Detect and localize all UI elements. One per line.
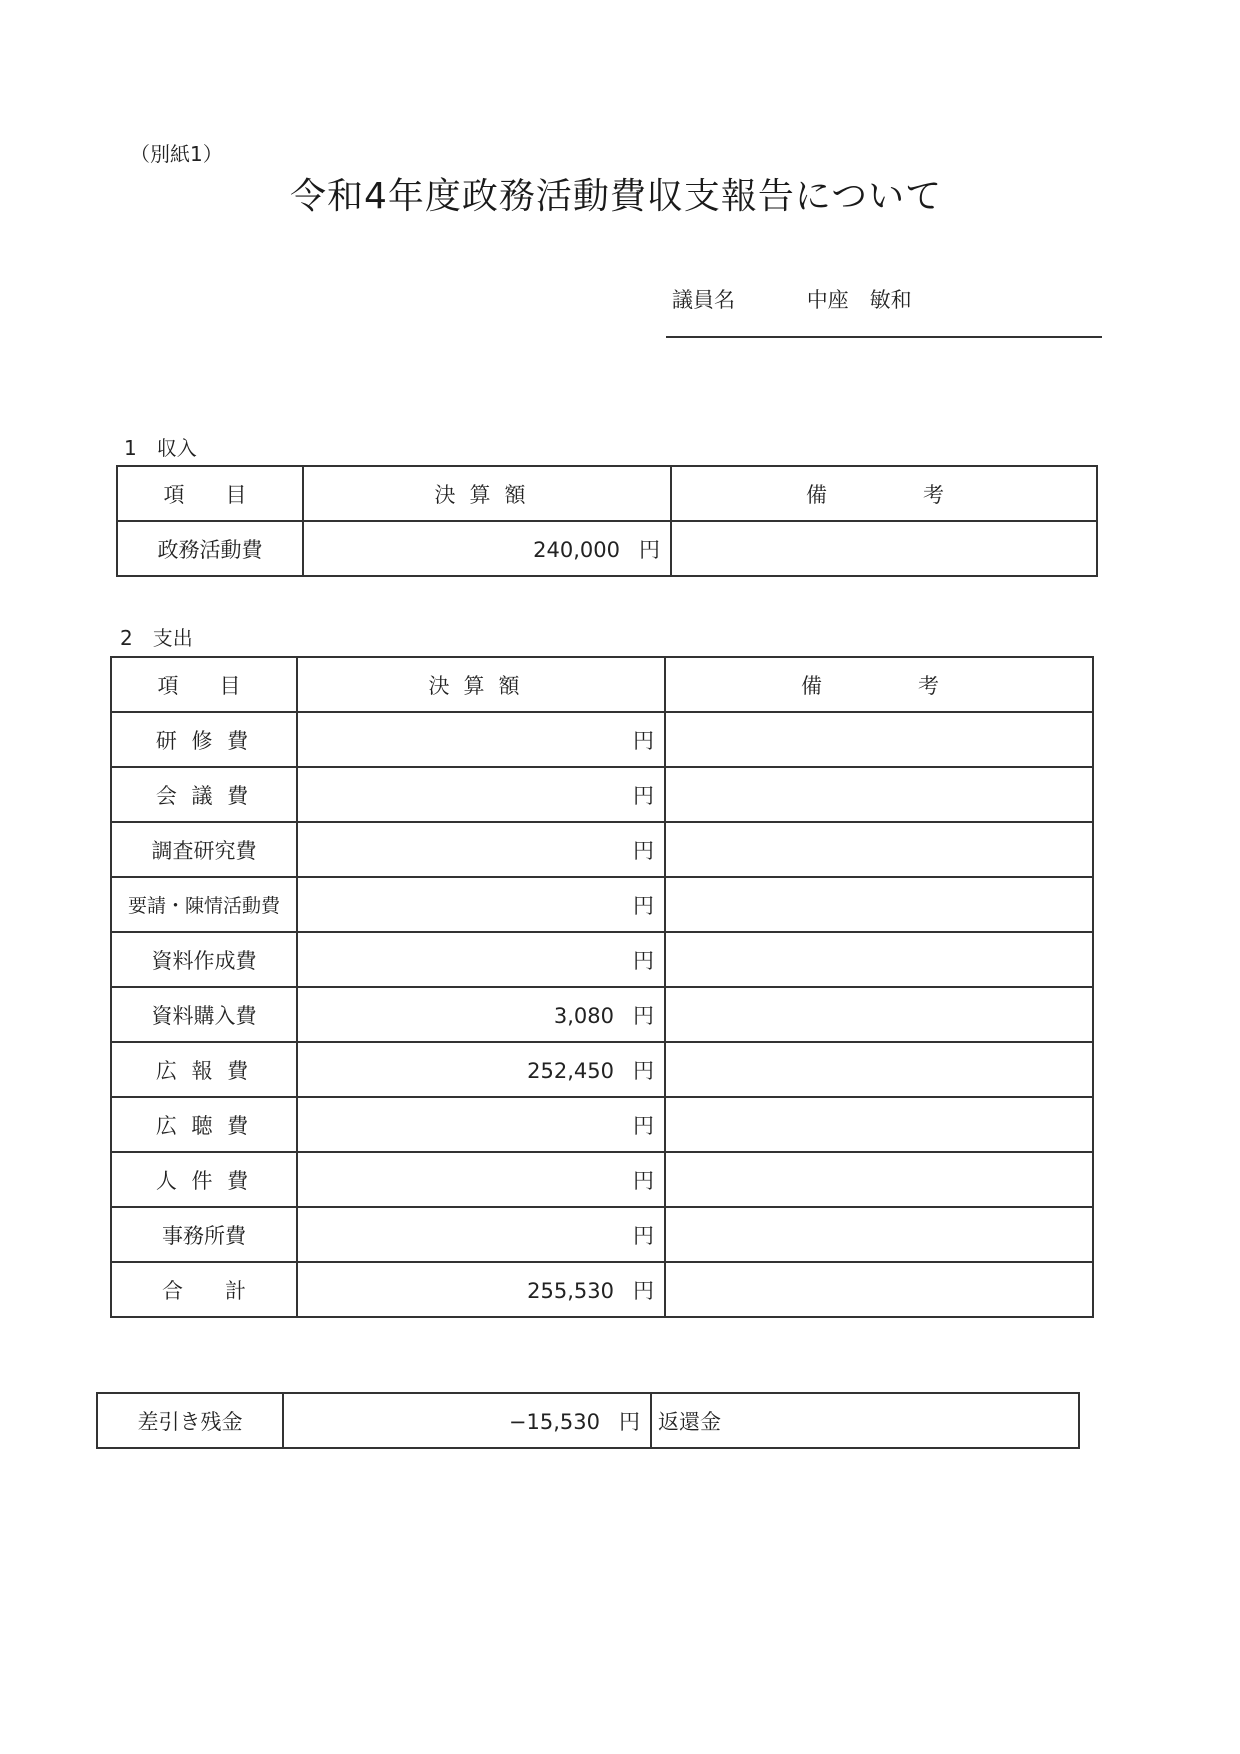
income-unit: 円 (639, 537, 660, 562)
table-row (111, 932, 1093, 987)
table-row (111, 1207, 1093, 1262)
income-header-row (117, 466, 1097, 521)
expense-amount-cell (297, 1097, 665, 1152)
expense-unit: 円 (633, 838, 654, 863)
expense-header-amount: 決算額 (297, 657, 665, 712)
income-table (116, 465, 1098, 577)
expense-item: 調査研究費 (111, 822, 297, 877)
balance-table (96, 1392, 1080, 1449)
income-header-amount: 決算額 (303, 466, 671, 521)
expense-amount: 3,080 (553, 1003, 614, 1028)
expense-item: 人 件 費 (111, 1152, 297, 1207)
attachment-label: （別紙1） (130, 142, 223, 166)
expense-amount-cell (297, 932, 665, 987)
expense-unit: 円 (633, 893, 654, 918)
expense-section-label: 2 支出 (120, 626, 193, 650)
expense-total-label: 合 計 (111, 1262, 297, 1317)
expense-note (665, 1152, 1093, 1207)
expense-amount-cell (297, 877, 665, 932)
income-section-label: 1 収入 (124, 436, 197, 460)
table-row (111, 1097, 1093, 1152)
expense-note (665, 877, 1093, 932)
expense-total-amount: 255,530 (527, 1278, 614, 1303)
expense-header-item: 項 目 (111, 657, 297, 712)
expense-amount-cell (297, 712, 665, 767)
expense-item: 会 議 費 (111, 767, 297, 822)
expense-amount-cell (297, 822, 665, 877)
expense-amount-cell (297, 1042, 665, 1097)
total-row (111, 1262, 1093, 1317)
balance-note: 返還金 (651, 1393, 1079, 1448)
income-note (671, 521, 1097, 576)
expense-note (665, 1097, 1093, 1152)
balance-label: 差引き残金 (97, 1393, 283, 1448)
expense-note (665, 822, 1093, 877)
expense-total-unit: 円 (633, 1278, 654, 1303)
balance-row (97, 1393, 1079, 1448)
balance-amount: −15,530 (508, 1409, 600, 1434)
expense-unit: 円 (633, 1168, 654, 1193)
table-row (111, 767, 1093, 822)
expense-item: 資料購入費 (111, 987, 297, 1042)
balance-amount-cell (283, 1393, 651, 1448)
expense-amount-cell (297, 767, 665, 822)
expense-table (110, 656, 1094, 1318)
expense-note (665, 932, 1093, 987)
expense-header-note: 備 考 (665, 657, 1093, 712)
expense-item: 広 報 費 (111, 1042, 297, 1097)
expense-item: 研 修 費 (111, 712, 297, 767)
expense-total-note (665, 1262, 1093, 1317)
table-row (111, 712, 1093, 767)
expense-note (665, 1207, 1093, 1262)
expense-unit: 円 (633, 1223, 654, 1248)
income-header-item: 項 目 (117, 466, 303, 521)
expense-amount-cell (297, 987, 665, 1042)
member-name: 中座 敏和 (806, 288, 912, 312)
income-amount-cell (303, 521, 671, 576)
income-header-note: 備 考 (671, 466, 1097, 521)
expense-unit: 円 (633, 728, 654, 753)
expense-unit: 円 (633, 783, 654, 808)
expense-note (665, 712, 1093, 767)
expense-note (665, 1042, 1093, 1097)
expense-unit: 円 (633, 1113, 654, 1138)
expense-note (665, 767, 1093, 822)
expense-unit: 円 (633, 1003, 654, 1028)
expense-item: 資料作成費 (111, 932, 297, 987)
expense-amount-cell (297, 1152, 665, 1207)
table-row (117, 521, 1097, 576)
expense-amount-cell (297, 1207, 665, 1262)
member-underline (666, 336, 1102, 338)
page-title: 令和4年度政務活動費収支報告について (290, 176, 943, 217)
table-row (111, 877, 1093, 932)
table-row (111, 822, 1093, 877)
expense-item: 事務所費 (111, 1207, 297, 1262)
table-row (111, 1042, 1093, 1097)
member-label: 議員名 (672, 288, 735, 312)
expense-unit: 円 (633, 948, 654, 973)
expense-note (665, 987, 1093, 1042)
expense-unit: 円 (633, 1058, 654, 1083)
expense-item: 要請・陳情活動費 (111, 877, 297, 932)
table-row (111, 987, 1093, 1042)
expense-total-cell (297, 1262, 665, 1317)
balance-unit: 円 (619, 1409, 640, 1434)
income-amount: 240,000 (533, 537, 620, 562)
expense-amount: 252,450 (527, 1058, 614, 1083)
expense-item: 広 聴 費 (111, 1097, 297, 1152)
income-item: 政務活動費 (117, 521, 303, 576)
expense-header-row (111, 657, 1093, 712)
member-block (672, 284, 912, 314)
table-row (111, 1152, 1093, 1207)
